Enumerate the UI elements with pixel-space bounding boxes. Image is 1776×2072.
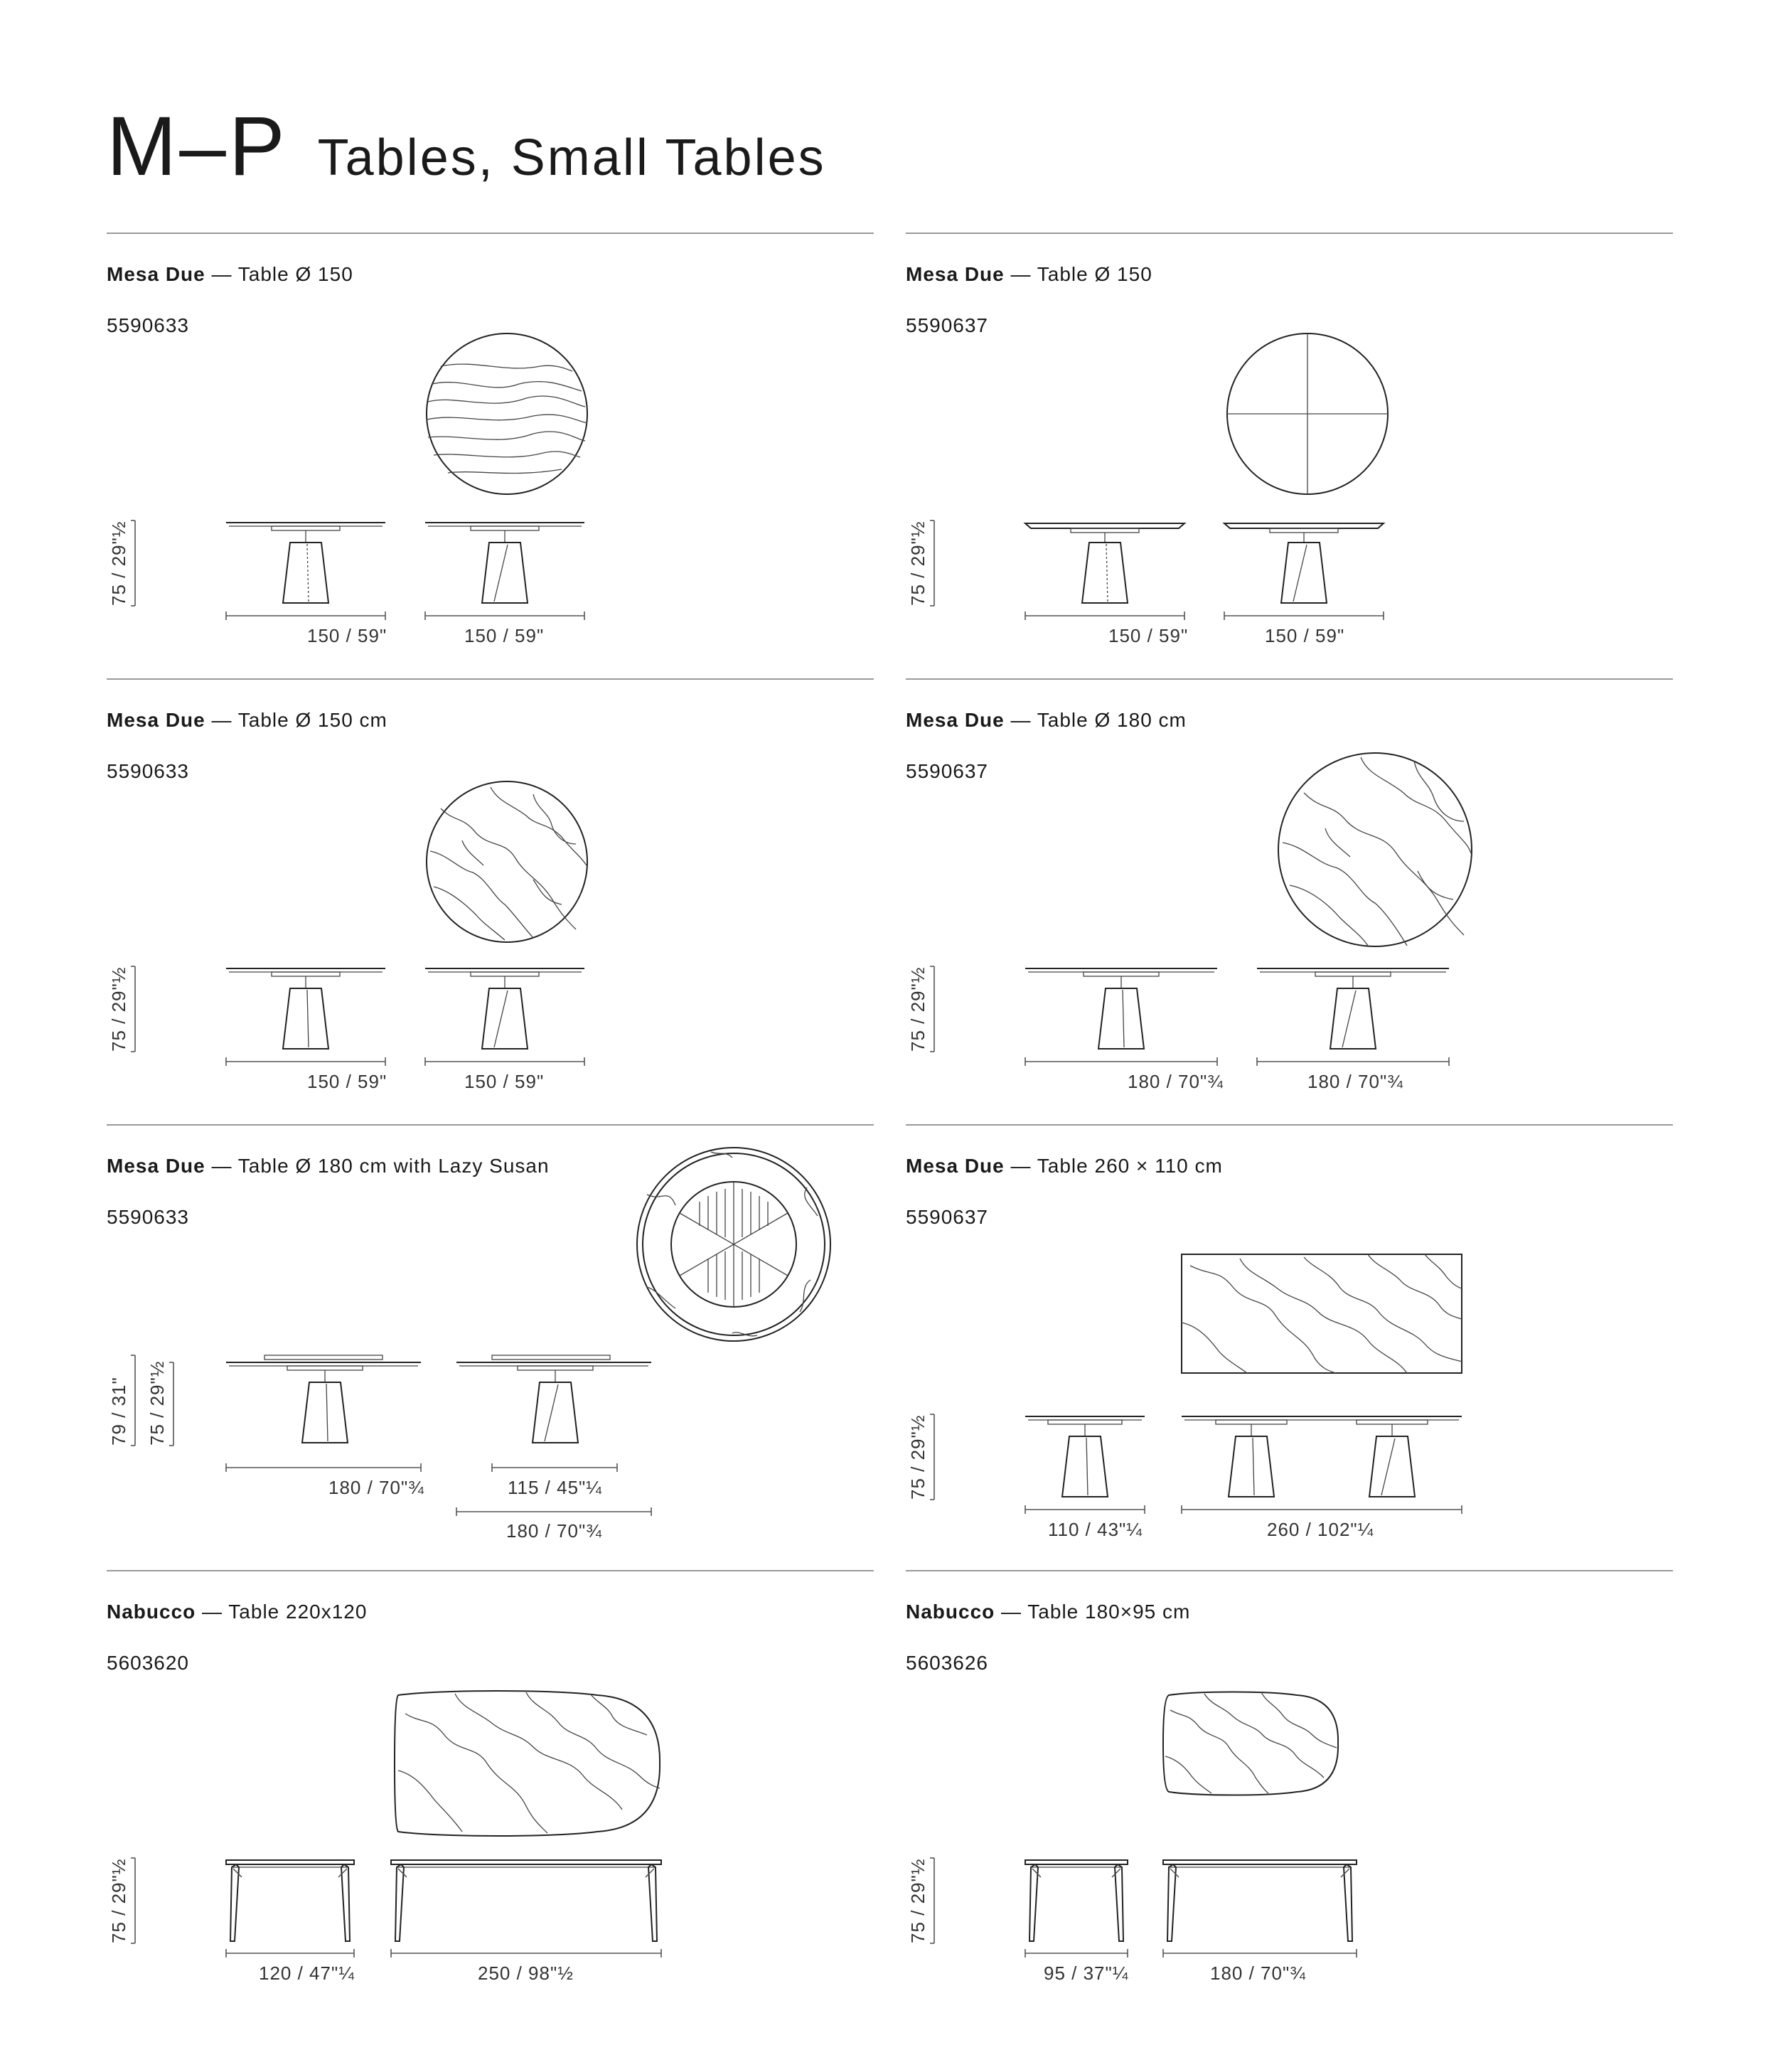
divider xyxy=(906,678,1673,680)
divider xyxy=(906,1570,1673,1571)
divider xyxy=(906,233,1673,234)
table-drawing xyxy=(107,773,853,1100)
dim-width: 110 / 43"¼ xyxy=(1048,1519,1143,1540)
marble-top-view xyxy=(1278,753,1472,946)
dim-width: 180 / 70"¾ xyxy=(1307,1071,1403,1092)
table-drawing xyxy=(107,1685,853,1984)
table-drawing xyxy=(906,327,1652,654)
product-heading xyxy=(107,1601,367,1623)
title-subtitle: Tables, Small Tables xyxy=(317,129,826,186)
product-code: 5590633 xyxy=(107,314,190,336)
side-view xyxy=(1025,1860,1128,1941)
product-code: 5590637 xyxy=(906,314,989,336)
dim-height: 75 / 29"½ xyxy=(907,1414,929,1500)
dim-width: 150 / 59" xyxy=(464,1071,545,1092)
product-heading xyxy=(906,263,1152,286)
table-drawing xyxy=(107,1138,874,1550)
dim-width: 250 / 98"½ xyxy=(478,1962,574,1984)
side-view xyxy=(425,523,584,603)
dim-lazy-susan: 115 / 45"¼ xyxy=(508,1477,602,1498)
divider xyxy=(107,233,874,234)
quartered-top-view xyxy=(1227,333,1388,494)
product-code: 5603626 xyxy=(906,1652,989,1674)
product-desc: — Table 260 × 110 cm xyxy=(1010,1155,1223,1177)
divider xyxy=(107,1570,874,1571)
dim-height: 75 / 29"½ xyxy=(907,966,929,1052)
side-view xyxy=(1025,1416,1145,1497)
product-desc: — Table Ø 180 cm xyxy=(1010,709,1187,731)
dim-width: 180 / 70"¾ xyxy=(506,1520,602,1542)
dim-width: 120 / 47"¼ xyxy=(259,1962,355,1984)
side-view xyxy=(425,968,584,1049)
dim-width: 150 / 59" xyxy=(1108,625,1189,646)
divider xyxy=(906,1124,1673,1126)
lazy-susan-top-view xyxy=(637,1148,830,1341)
side-view xyxy=(1182,1416,1462,1497)
side-view xyxy=(391,1860,661,1941)
dim-height: 75 / 29"½ xyxy=(108,1858,129,1943)
marble-oval-top-view xyxy=(395,1691,660,1836)
dim-height: 75 / 29"½ xyxy=(108,520,129,606)
product-name: Mesa Due xyxy=(107,709,205,731)
dim-height: 75 / 29"½ xyxy=(907,520,929,606)
table-drawing xyxy=(107,327,853,654)
title-letters: M–P xyxy=(107,100,288,193)
dim-width: 150 / 59" xyxy=(1265,625,1345,646)
dim-height: 75 / 29"½ xyxy=(907,1858,929,1943)
product-name: Mesa Due xyxy=(107,1155,205,1177)
divider xyxy=(107,678,874,680)
dim-height: 75 / 29"½ xyxy=(146,1360,168,1446)
product-name: Nabucco xyxy=(107,1601,196,1623)
product-name: Mesa Due xyxy=(906,1155,1005,1177)
dim-width: 150 / 59" xyxy=(307,625,387,646)
product-code: 5590637 xyxy=(906,1206,989,1228)
product-desc: — Table Ø 150 cm xyxy=(211,709,387,731)
dim-width: 150 / 59" xyxy=(307,1071,387,1092)
side-view xyxy=(1025,523,1184,603)
product-desc: — Table 180×95 cm xyxy=(1001,1601,1191,1623)
side-view xyxy=(1257,968,1449,1049)
product-desc: — Table Ø 150 xyxy=(1010,263,1152,285)
side-view xyxy=(456,1355,651,1443)
dim-height-total: 79 / 31" xyxy=(108,1377,129,1446)
dim-width: 180 / 70"¾ xyxy=(328,1477,424,1498)
marble-rect-top-view xyxy=(1182,1254,1462,1373)
marble-top-view xyxy=(427,781,587,942)
product-name: Nabucco xyxy=(906,1601,995,1623)
dim-height: 75 / 29"½ xyxy=(108,966,129,1052)
table-drawing xyxy=(906,1237,1652,1550)
product-name: Mesa Due xyxy=(906,709,1005,731)
product-code: 5590633 xyxy=(107,1206,190,1228)
product-code: 5590637 xyxy=(906,760,989,782)
side-view xyxy=(226,968,385,1049)
dim-width: 150 / 59" xyxy=(464,625,545,646)
product-heading xyxy=(107,709,387,732)
side-view xyxy=(1224,523,1384,603)
dim-width: 260 / 102"¼ xyxy=(1267,1519,1374,1540)
side-view xyxy=(1163,1860,1357,1941)
dim-width: 180 / 70"¾ xyxy=(1210,1962,1306,1984)
product-name: Mesa Due xyxy=(107,263,205,285)
dim-width: 180 / 70"¾ xyxy=(1128,1071,1224,1092)
side-view xyxy=(226,1355,421,1443)
table-drawing xyxy=(906,1685,1652,1984)
marble-oval-top-view xyxy=(1163,1692,1338,1795)
table-drawing xyxy=(906,743,1652,1100)
product-desc: — Table 220x120 xyxy=(202,1601,368,1623)
page-title xyxy=(107,98,826,191)
side-view xyxy=(226,523,385,603)
wood-top-view xyxy=(427,333,587,494)
product-heading xyxy=(906,709,1187,732)
product-desc: — Table Ø 180 cm with Lazy Susan xyxy=(211,1155,550,1177)
side-view xyxy=(1025,968,1217,1049)
product-code: 5603620 xyxy=(107,1652,190,1674)
product-desc: — Table Ø 150 xyxy=(211,263,353,285)
product-name: Mesa Due xyxy=(906,263,1005,285)
side-view xyxy=(226,1860,354,1941)
product-heading xyxy=(107,263,353,286)
dim-width: 95 / 37"¼ xyxy=(1044,1962,1129,1984)
product-heading xyxy=(906,1155,1223,1177)
product-code: 5590633 xyxy=(107,760,190,782)
divider xyxy=(107,1124,874,1126)
product-heading xyxy=(906,1601,1190,1623)
